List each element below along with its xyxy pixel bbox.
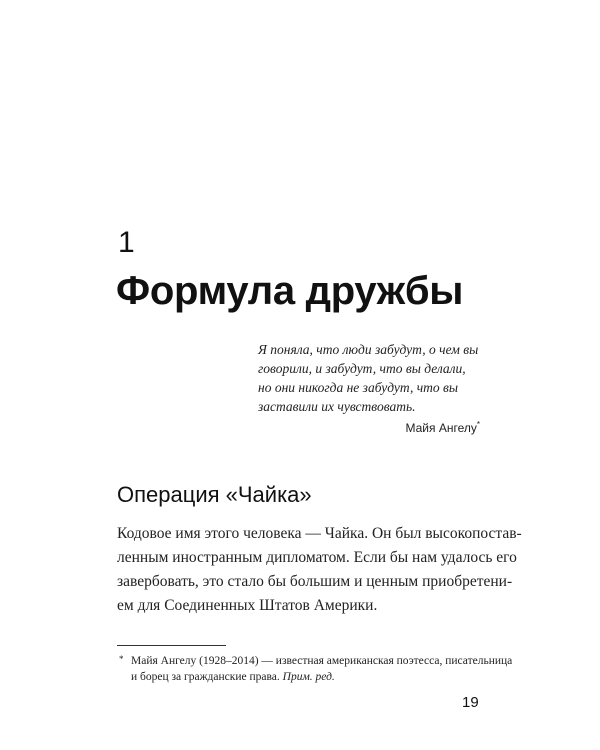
body-line: ленным иностранным дипломатом. Если бы нам удалось его: [117, 549, 517, 566]
footnote-reference-marker: *: [476, 420, 480, 429]
page-number: 19: [462, 694, 479, 711]
epigraph-author: [406, 417, 481, 436]
epigraph-line: но они никогда не забудут, что вы: [258, 380, 459, 395]
body-line: ем для Соединенных Штатов Америки.: [117, 597, 378, 614]
footnote-text: и борец за гражданские права.: [131, 671, 283, 683]
editor-note: Прим. ред.: [282, 671, 335, 683]
epigraph-line: говорили, и забудут, что вы делали,: [258, 361, 466, 376]
epigraph-quote: [258, 340, 488, 416]
body-paragraph: [117, 522, 522, 618]
epigraph-author-name: Майя Ангелу: [405, 421, 477, 435]
footnote-line: Майя Ангелу (1928–2014) — известная американская поэтесса, писательница: [131, 655, 513, 667]
footnote-marker: *: [119, 654, 124, 664]
footnote: [117, 653, 513, 685]
chapter-title: Формула дружбы: [116, 269, 464, 313]
epigraph-line: Я поняла, что люди забудут, о чем вы: [258, 342, 479, 357]
section-heading: Операция «Чайка»: [117, 482, 312, 507]
footnote-line: [117, 669, 487, 685]
body-line: завербовать, это стало бы большим и ценным приобретени-: [117, 573, 513, 590]
epigraph-line: заставили их чувствовать.: [258, 399, 416, 414]
chapter-number: 1: [118, 226, 135, 259]
footnote-divider: [117, 645, 226, 646]
body-line: Кодовое имя этого человека — Чайка. Он был высокопостав-: [117, 525, 522, 542]
